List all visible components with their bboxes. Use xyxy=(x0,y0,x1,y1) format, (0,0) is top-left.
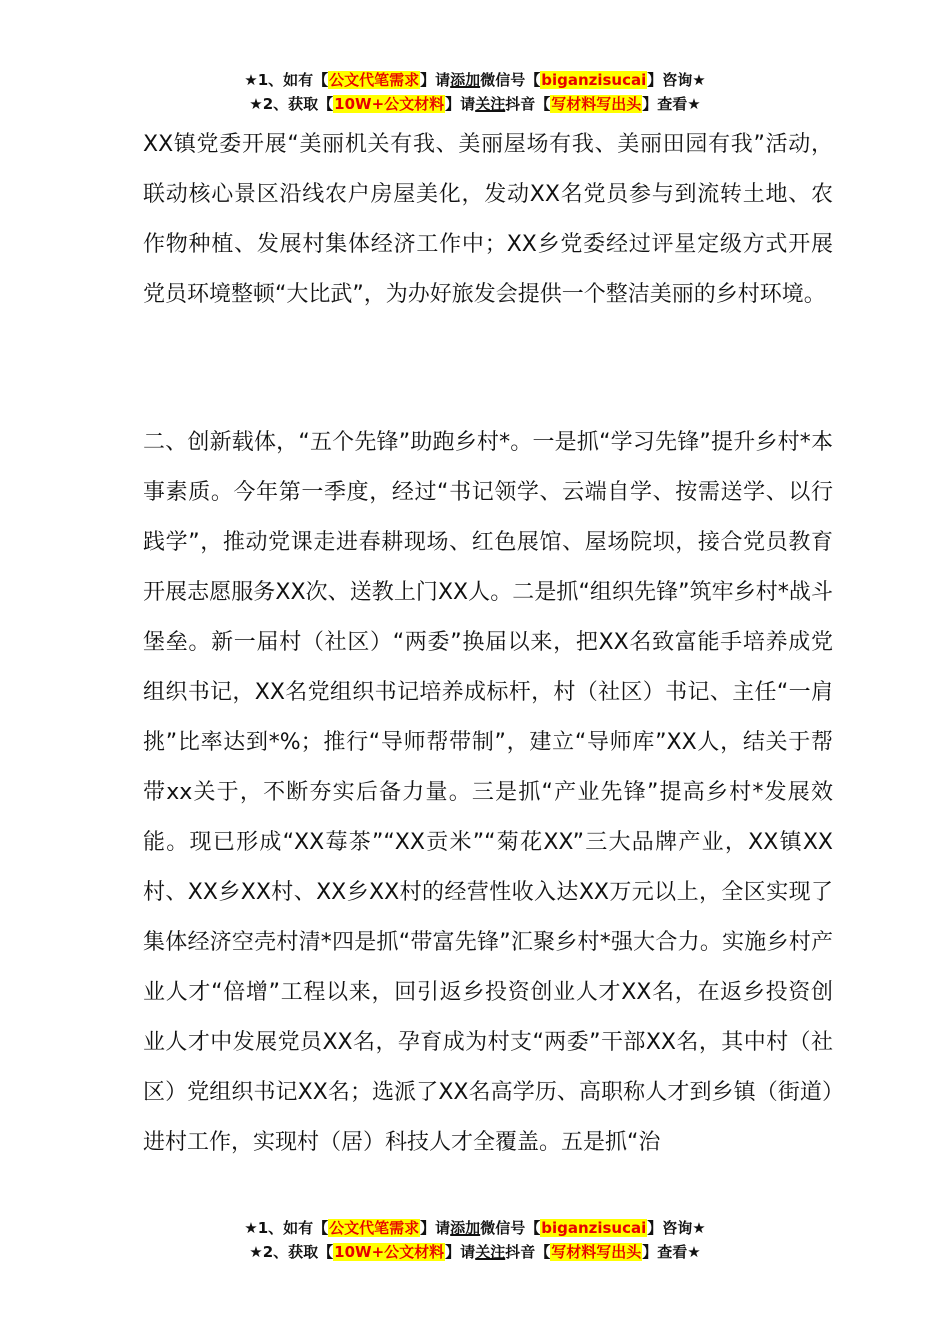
highlight-douyin: 写材料写出头 xyxy=(551,1243,642,1261)
banner-emphasis: 关注 xyxy=(475,95,506,113)
banner-text: 1、如有【 xyxy=(257,1219,329,1237)
highlight-service: 公文代笔需求 xyxy=(329,71,420,89)
banner-text: 】请 xyxy=(420,71,451,89)
highlight-wechat-id: biganzisucai xyxy=(541,71,647,89)
star-icon: ★ xyxy=(692,1219,706,1237)
star-icon: ★ xyxy=(687,1243,701,1261)
banner-text: 微信号【 xyxy=(480,71,541,89)
banner-text: 】查看 xyxy=(642,1243,688,1261)
banner-text: 】咨询 xyxy=(647,1219,693,1237)
star-icon: ★ xyxy=(249,95,263,113)
highlight-materials: 10W+公文材料 xyxy=(334,1243,445,1261)
banner-text: 抖音【 xyxy=(505,1243,551,1261)
highlight-wechat-id: biganzisucai xyxy=(541,1219,647,1237)
banner-line-1 xyxy=(0,1216,950,1240)
banner-emphasis: 添加 xyxy=(450,1219,481,1237)
banner-text: 1、如有【 xyxy=(257,71,329,89)
body-paragraph-1: XX镇党委开展“美丽机关有我、美丽屋场有我、美丽田园有我”活动，联动核心景区沿线农户房屋美化，发动XX名党员参与到流转土地、农作物种植、发展村集体经济工作中；XX乡党委经过评星定级方式开展党员环境整顿“大比武”，为办好旅发会提供一个整洁美丽的乡村环境。 xyxy=(143,132,833,307)
banner-text: 】请 xyxy=(445,95,476,113)
banner-line-2 xyxy=(0,92,950,116)
banner-emphasis: 添加 xyxy=(450,71,481,89)
banner-text: 】请 xyxy=(420,1219,451,1237)
body-paragraph-2: 二、创新载体，“五个先锋”助跑乡村*。一是抓“学习先锋”提升乡村*本事素质。今年第一季度，经过“书记领学、云端自学、按需送学、以行践学”，推动党课走进春耕现场、红色展馆、屋场院坝，接合党员教育开展志愿服务XX次、送教上门XX人。二是抓“组织先锋”筑牢乡村*战斗堡垒。新一届村（社区）“两委”换届以来，把XX名致富能手培养成党组织书记，XX名党组织书记培养成标杆，村（社区）书记、主任“一肩挑”比率达到*%；推行“导师帮带制”，建立“导师库”XX人，结关于帮带xx关于，不断夯实后备力量。三是抓“产业先锋”提高乡村*发展效能。现已形成“XX莓茶”“XX贡米”“菊花XX”三大品牌产业，XX镇XX村、XX乡XX村、XX乡XX村的经营性收入达XX万元以上，全区实现了集体经济空壳村清*四是抓“带富先锋”汇聚乡村*强大合力。实施乡村产业人才“倍增”工程以来，回引返乡投资创业人才XX名，在返乡投资创业人才中发展党员XX名，孕育成为村支“两委”干部XX名，其中村（社区）党组织书记XX名；选派了XX名高学历、高职称人才到乡镇（街道）进村工作，实现村（居）科技人才全覆盖。五是抓“治 xyxy=(143,430,833,1155)
banner-text: 】请 xyxy=(445,1243,476,1261)
banner-text: 2、获取【 xyxy=(262,95,334,113)
highlight-douyin: 写材料写出头 xyxy=(551,95,642,113)
header-banner xyxy=(0,68,950,116)
banner-text: 抖音【 xyxy=(505,95,551,113)
banner-text: 】查看 xyxy=(642,95,688,113)
star-icon: ★ xyxy=(687,95,701,113)
banner-text: 】咨询 xyxy=(647,71,693,89)
banner-text: 2、获取【 xyxy=(262,1243,334,1261)
banner-text: 微信号【 xyxy=(480,1219,541,1237)
star-icon: ★ xyxy=(244,71,258,89)
footer-banner xyxy=(0,1216,950,1264)
banner-line-2 xyxy=(0,1240,950,1264)
star-icon: ★ xyxy=(249,1243,263,1261)
highlight-service: 公文代笔需求 xyxy=(329,1219,420,1237)
banner-emphasis: 关注 xyxy=(475,1243,506,1261)
highlight-materials: 10W+公文材料 xyxy=(334,95,445,113)
star-icon: ★ xyxy=(692,71,706,89)
star-icon: ★ xyxy=(244,1219,258,1237)
banner-line-1 xyxy=(0,68,950,92)
